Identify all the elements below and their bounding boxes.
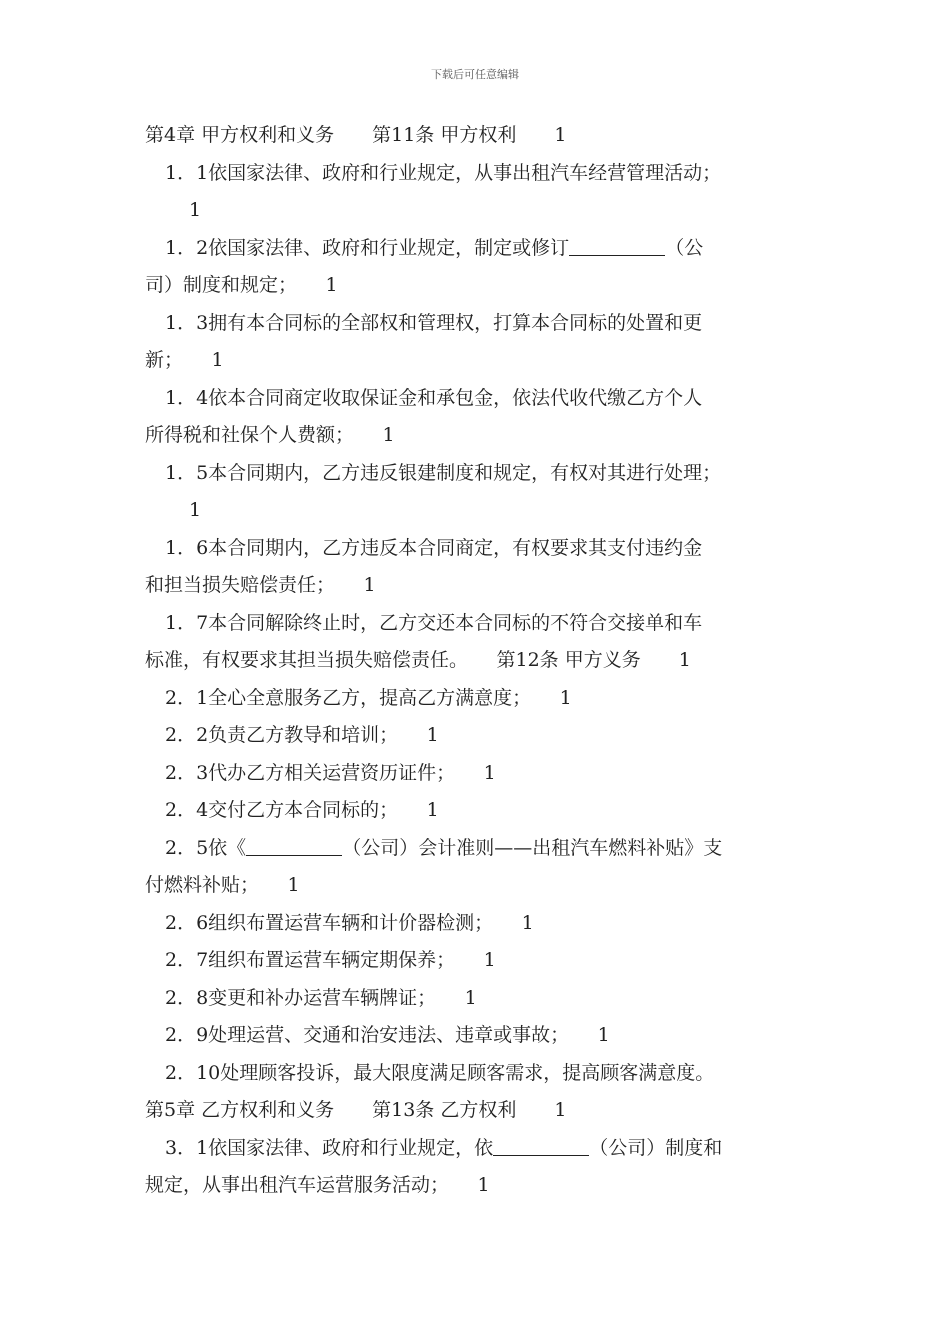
clause-line: 1．6本合同期内，乙方违反本合同商定，有权要求其支付违约金 [165,536,703,559]
clause-line: 1 [189,499,202,521]
clause-line [145,230,825,268]
clause-line: 2．9处理运营、交通和治安违法、违章或事故； 1 [165,1024,610,1046]
clause-line: 1．4依本合同商定收取保证金和承包金，依法代收代缴乙方个人 [165,386,703,409]
clause-line: 1．5本合同期内，乙方违反银建制度和规定，有权对其进行处理； [165,461,722,484]
clause-line: 司）制度和规定； 1 [145,274,338,296]
chapter-heading: 第4章 甲方权利和义务 第11条 甲方权利 1 [145,124,567,146]
clause-line: 1．1依国家法律、政府和行业规定，从事出租汽车经营管理活动； [165,161,722,184]
clause-line: 1．3拥有本合同标的全部权和管理权，打算本合同标的处置和更 [165,311,703,334]
clause-line: 2．10处理顾客投诉，最大限度满足顾客需求，提高顾客满意度。 [165,1061,715,1084]
clause-line: 2．4交付乙方本合同标的； 1 [165,799,439,821]
clause-text: 1．2依国家法律、政府和行业规定，制定或修订 [165,236,570,259]
chapter-heading: 第5章 乙方权利和义务 第13条 乙方权利 1 [145,1099,567,1121]
clause-line: 2．8变更和补办运营车辆牌证； 1 [165,986,477,1009]
clause-text: 2．5依《 [165,836,247,859]
clause-text: （公司）制度和 [589,1136,723,1159]
clause-line: 新； 1 [145,349,224,371]
clause-line: 和担当损失赔偿责任； 1 [145,574,376,596]
clause-line: 2．3代办乙方相关运营资历证件； 1 [165,761,496,784]
clause-text: （公 [665,236,704,259]
clause-line: 规定，从事出租汽车运营服务活动； 1 [145,1174,490,1196]
clause-text: 3．1依国家法律、政府和行业规定，依 [165,1136,494,1159]
clause-line: 所得税和社保个人费额； 1 [145,424,395,446]
blank-underline [246,835,342,856]
clause-line: 标准，有权要求其担当损失赔偿责任。 第12条 甲方义务 1 [145,649,691,671]
clause-text: （公司）会计准则——出租汽车燃料补贴》支 [342,836,723,859]
clause-line: 2．7组织布置运营车辆定期保养； 1 [165,949,496,971]
document-body [145,117,825,1205]
clause-line: 1．7本合同解除终止时，乙方交还本合同标的不符合交接单和车 [165,611,703,634]
blank-underline [493,1135,589,1156]
clause-line: 付燃料补贴； 1 [145,874,300,896]
page-header: 下载后可任意编辑 [431,68,519,81]
clause-line [145,1130,825,1168]
clause-line: 1 [189,199,202,221]
clause-line: 2．2负责乙方教导和培训； 1 [165,724,439,746]
clause-line: 2．1全心全意服务乙方，提高乙方满意度； 1 [165,686,572,709]
blank-underline [569,235,665,256]
clause-line [145,830,825,868]
clause-line: 2．6组织布置运营车辆和计价器检测； 1 [165,911,534,934]
